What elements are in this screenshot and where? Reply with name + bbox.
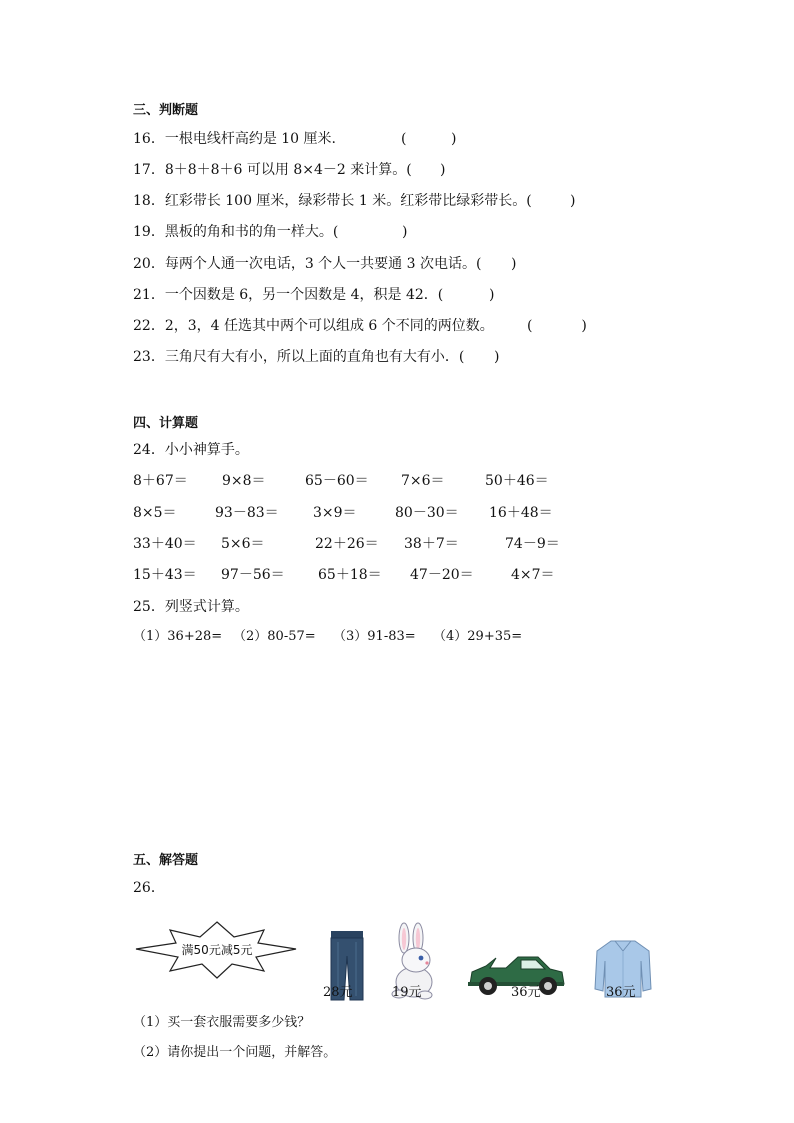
price-shirt: 36元 xyxy=(606,985,636,1000)
question-24: 24．小小神算手。 xyxy=(133,442,249,458)
question-19: 19．黑板的角和书的角一样大。( xyxy=(133,224,339,240)
answer-paren-20[interactable]: ) xyxy=(511,256,517,272)
question-21: 21．一个因数是 6，另一个因数是 4，积是 42．( xyxy=(133,287,444,303)
calc-item: 47－20＝ xyxy=(410,567,474,583)
question-25: 25．列竖式计算。 xyxy=(133,599,249,615)
calc-item: 80－30＝ xyxy=(395,505,459,521)
sub-question-1: （1）买一套衣服需要多少钱？ xyxy=(133,1015,311,1030)
calc-item: 50＋46＝ xyxy=(485,473,549,489)
price-rabbit: 19元 xyxy=(392,985,422,1000)
discount-banner xyxy=(134,921,300,979)
calc-item: 74－9＝ xyxy=(505,536,560,552)
calc-item: 65－60＝ xyxy=(305,473,369,489)
answer-paren-16[interactable]: ( ) xyxy=(401,131,457,147)
calc-item: 8×5＝ xyxy=(133,505,177,521)
calc-item: 15＋43＝ xyxy=(133,567,197,583)
calc-item: 4×7＝ xyxy=(511,567,555,583)
answer-paren-21[interactable]: ) xyxy=(489,287,495,303)
vertical-calc-3: （3）91-83= xyxy=(333,629,416,644)
calc-item: 9×8＝ xyxy=(222,473,266,489)
answer-paren-23[interactable]: ) xyxy=(494,349,500,365)
answer-paren-19[interactable]: ) xyxy=(402,224,408,240)
question-26: 26． xyxy=(133,880,165,896)
car-icon xyxy=(457,932,557,978)
question-22: 22．2，3，4 任选其中两个可以组成 6 个不同的两位数。 xyxy=(133,318,494,334)
vertical-calc-1: （1）36+28= xyxy=(133,629,223,644)
question-17: 17．8＋8＋8＋6 可以用 8×4－2 来计算。( xyxy=(133,162,412,178)
calc-item: 3×9＝ xyxy=(313,505,357,521)
section-4-heading: 四、计算题 xyxy=(133,416,199,431)
price-pants: 28元 xyxy=(323,985,353,1000)
calc-item: 8＋67＝ xyxy=(133,473,188,489)
answer-paren-18[interactable]: ) xyxy=(570,193,576,209)
question-23: 23．三角尺有大有小，所以上面的直角也有大有小．( xyxy=(133,349,465,365)
shirt-icon xyxy=(584,917,644,979)
pants-icon xyxy=(320,910,356,982)
answer-paren-17[interactable]: ) xyxy=(440,162,446,178)
calc-item: 33＋40＝ xyxy=(133,536,197,552)
banner-text: 满50元减5元 xyxy=(181,943,253,957)
vertical-calc-4: （4）29+35= xyxy=(433,629,523,644)
calc-item: 38＋7＝ xyxy=(404,536,459,552)
calc-item: 16＋48＝ xyxy=(489,505,553,521)
calc-item: 7×6＝ xyxy=(401,473,445,489)
calc-item: 97－56＝ xyxy=(221,567,285,583)
sub-question-2: （2）请你提出一个问题，并解答。 xyxy=(133,1045,337,1060)
calc-item: 93－83＝ xyxy=(215,505,279,521)
calc-item: 22＋26＝ xyxy=(315,536,379,552)
calc-item: 5×6＝ xyxy=(221,536,265,552)
section-3-heading: 三、判断题 xyxy=(133,103,199,118)
section-5-heading: 五、解答题 xyxy=(133,853,199,868)
rabbit-icon xyxy=(378,902,432,980)
question-16: 16．一根电线杆高约是 10 厘米. xyxy=(133,131,336,147)
question-18: 18．红彩带长 100 厘米，绿彩带长 1 米。红彩带比绿彩带长。( xyxy=(133,193,532,209)
calc-item: 65＋18＝ xyxy=(318,567,382,583)
answer-paren-22[interactable]: ( ) xyxy=(527,318,587,334)
question-20: 20．每两个人通一次电话，3 个人一共要通 3 次电话。( xyxy=(133,256,482,272)
price-car: 36元 xyxy=(511,985,541,1000)
vertical-calc-2: （2）80-57= xyxy=(233,629,316,644)
